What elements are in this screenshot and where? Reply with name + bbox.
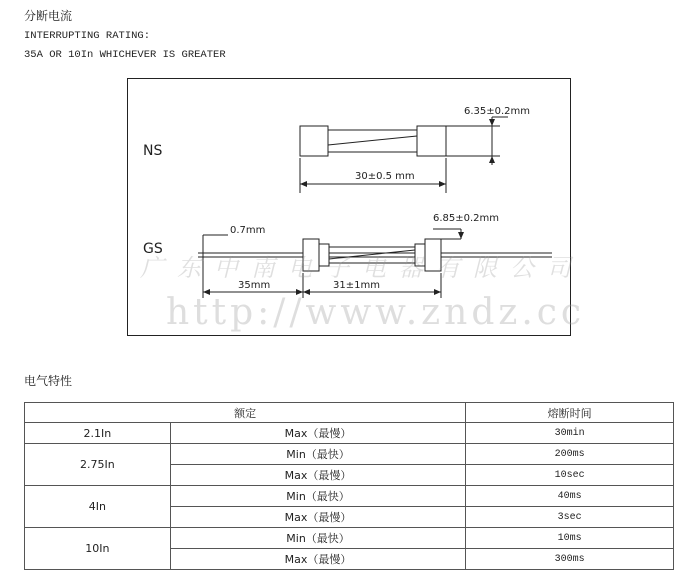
table-header-row (25, 403, 674, 423)
current-cell: 2.75In (25, 444, 171, 486)
time-cell: 40ms (466, 486, 674, 507)
current-cell: 4In (25, 486, 171, 528)
gs-diameter-dimension: 6.85±0.2mm (433, 213, 500, 224)
header-rating: 额定 (25, 403, 466, 423)
table-row (25, 486, 674, 507)
mode-cell: Max（最慢） (170, 507, 466, 528)
mode-cell: Min（最快） (170, 528, 466, 549)
electrical-characteristics-table (24, 402, 674, 570)
table-row (25, 444, 674, 465)
time-cell: 10ms (466, 528, 674, 549)
ns-right-cap (417, 126, 446, 156)
ns-diameter-dimension: 6.35±0.2mm (464, 106, 531, 117)
section-title-electrical: 电气特性 (24, 374, 73, 388)
time-cell: 30min (466, 423, 674, 444)
gs-lead-diameter-dimension: 0.7mm (230, 225, 266, 236)
gs-lead-length-dimension: 35mm (238, 280, 271, 291)
ns-length-dimension: 30±0.5 mm (355, 171, 415, 182)
header-fuse-time: 熔断时间 (466, 403, 674, 423)
mode-cell: Max（最慢） (170, 423, 466, 444)
time-cell: 3sec (466, 507, 674, 528)
table-row (25, 528, 674, 549)
current-cell: 2.1In (25, 423, 171, 444)
url-watermark: http://www.zndz.cc (166, 292, 586, 333)
gs-body-length-dimension: 31±1mm (333, 280, 380, 291)
table-row (25, 423, 674, 444)
section-title-breaking-current: 分断电流 (24, 9, 73, 23)
time-cell: 300ms (466, 549, 674, 570)
mode-cell: Min（最快） (170, 486, 466, 507)
ns-left-cap (300, 126, 328, 156)
interrupting-rating-value: 35A OR 10In WHICHEVER IS GREATER (24, 49, 226, 61)
company-watermark: 广东中南电子电器有限公司 (140, 254, 584, 282)
mode-cell: Min（最快） (170, 444, 466, 465)
time-cell: 10sec (466, 465, 674, 486)
time-cell: 200ms (466, 444, 674, 465)
current-cell: 10In (25, 528, 171, 570)
gs-label: GS (143, 241, 163, 257)
mode-cell: Max（最慢） (170, 465, 466, 486)
ns-label: NS (143, 143, 163, 159)
mode-cell: Max（最慢） (170, 549, 466, 570)
interrupting-rating-label: INTERRUPTING RATING: (24, 30, 151, 42)
